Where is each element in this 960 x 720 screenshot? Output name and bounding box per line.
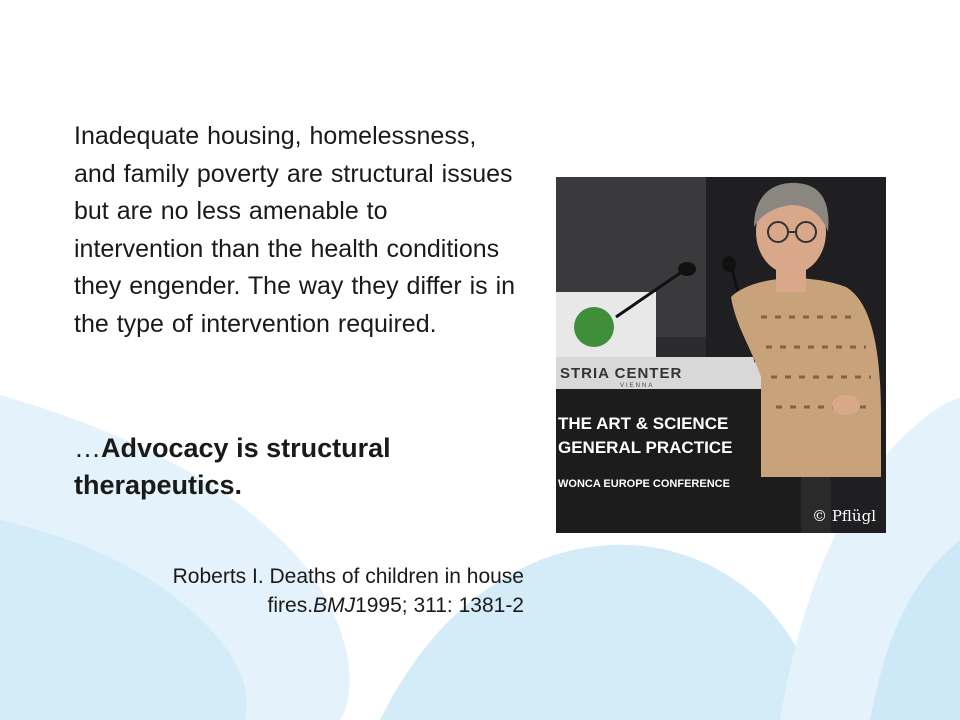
citation-prefix: Roberts I. Deaths of children in house fires. [172,565,524,617]
quote-text [74,118,524,343]
photo-screen-line3: WONCA EUROPE CONFERENCE [558,478,730,490]
quote-paragraph: Inadequate housing, homelessness, and family poverty are structural issues but are no less amenable to intervention than the health conditions they engender. The way they differ is in the type of intervention required. [74,122,516,338]
photo-banner-line1: STRIA CENTER [560,365,683,382]
citation-suffix: 1995; 311: 1381-2 [355,594,524,617]
photo-credit: © Pflügl [812,507,876,525]
emphasis-statement [74,430,524,504]
emphasis-text: Advocacy is structural therapeutics. [74,433,391,500]
emphasis-ellipsis: … [74,433,101,463]
photo-banner-line2: VIENNA [620,383,655,389]
photo-screen-line1: THE ART & SCIENCE [558,414,729,433]
citation [60,562,524,620]
speaker-photo [556,177,886,533]
photo-screen-line2: GENERAL PRACTICE [558,438,733,457]
citation-journal: BMJ [313,594,356,617]
